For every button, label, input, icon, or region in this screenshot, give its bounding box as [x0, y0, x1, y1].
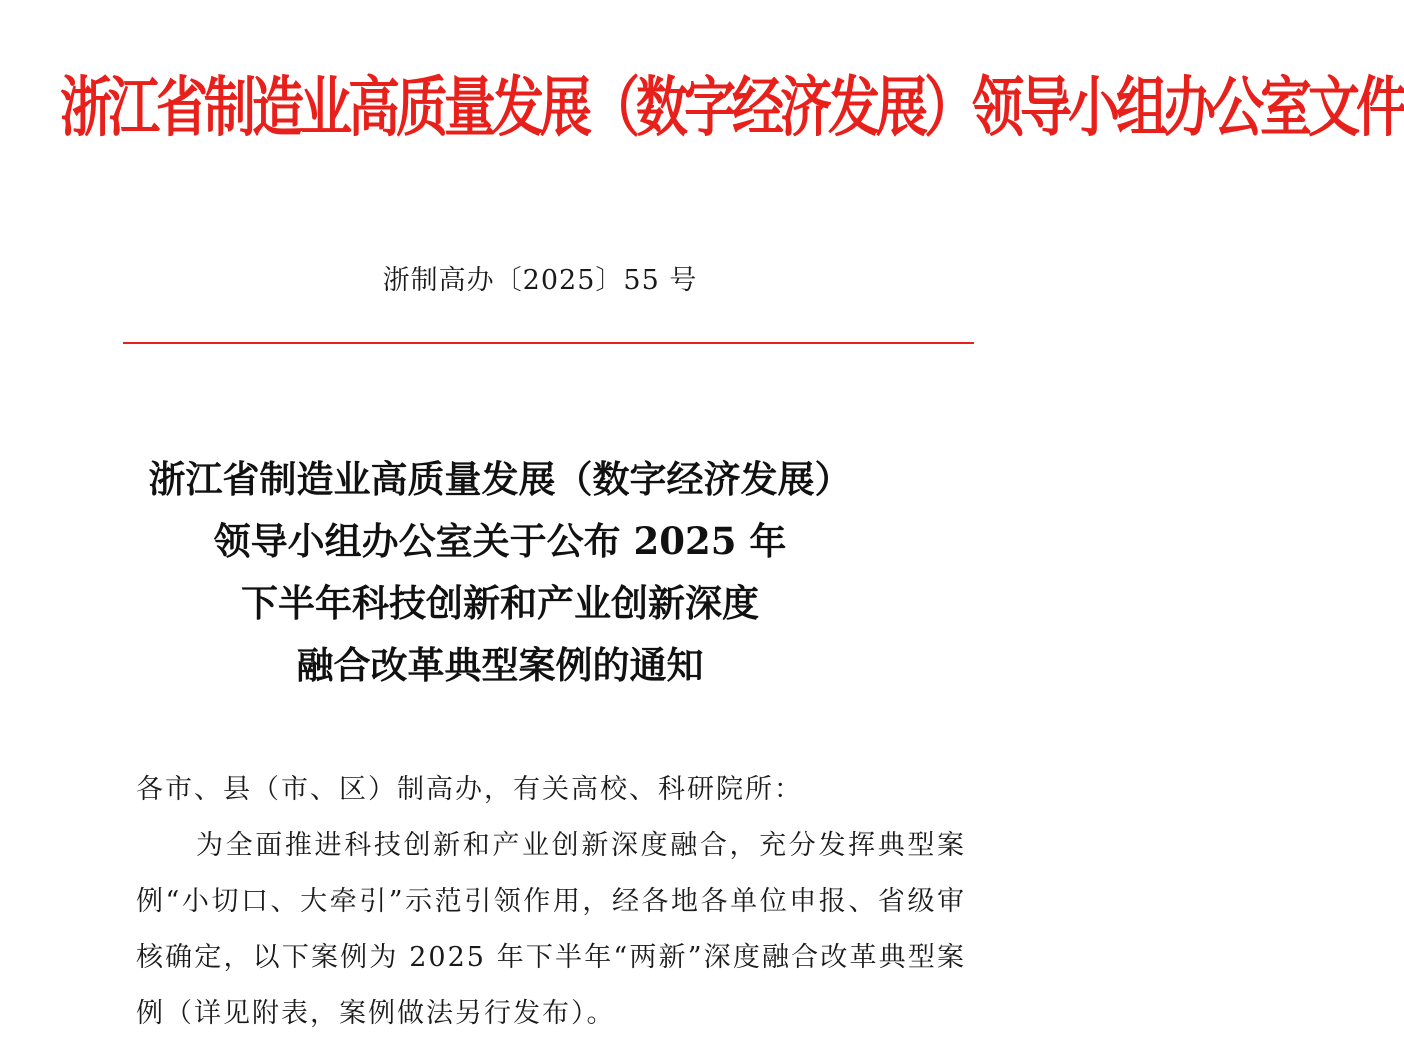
title-line: 融合改革典型案例的通知 — [296, 643, 704, 687]
document-body — [136, 762, 966, 1042]
document-number: 浙制高办〔2025〕55 号 — [382, 265, 698, 296]
title-line: 领导小组办公室关于公布 2025 年 — [213, 519, 787, 563]
red-separator-line — [123, 342, 974, 344]
document-title — [0, 448, 1000, 696]
title-line: 下半年科技创新和产业创新深度 — [241, 581, 759, 625]
issuer-header-title: 浙江省制造业高质量发展（数字经济发展）领导小组办公室文件 — [60, 69, 1404, 146]
salutation: 各市、县（市、区）制高办，有关高校、科研院所： — [136, 774, 803, 805]
body-paragraph: 为全面推进科技创新和产业创新深度融合，充分发挥典型案例“小切口、大牵引”示范引领作用，经各地各单位申报、省级审核确定，以下案例为 2025 年下半年“两新”深度融合改革典型案例（详见附表，案例做法另行发布）。 — [136, 830, 966, 1029]
title-line: 浙江省制造业高质量发展（数字经济发展） — [148, 457, 852, 501]
